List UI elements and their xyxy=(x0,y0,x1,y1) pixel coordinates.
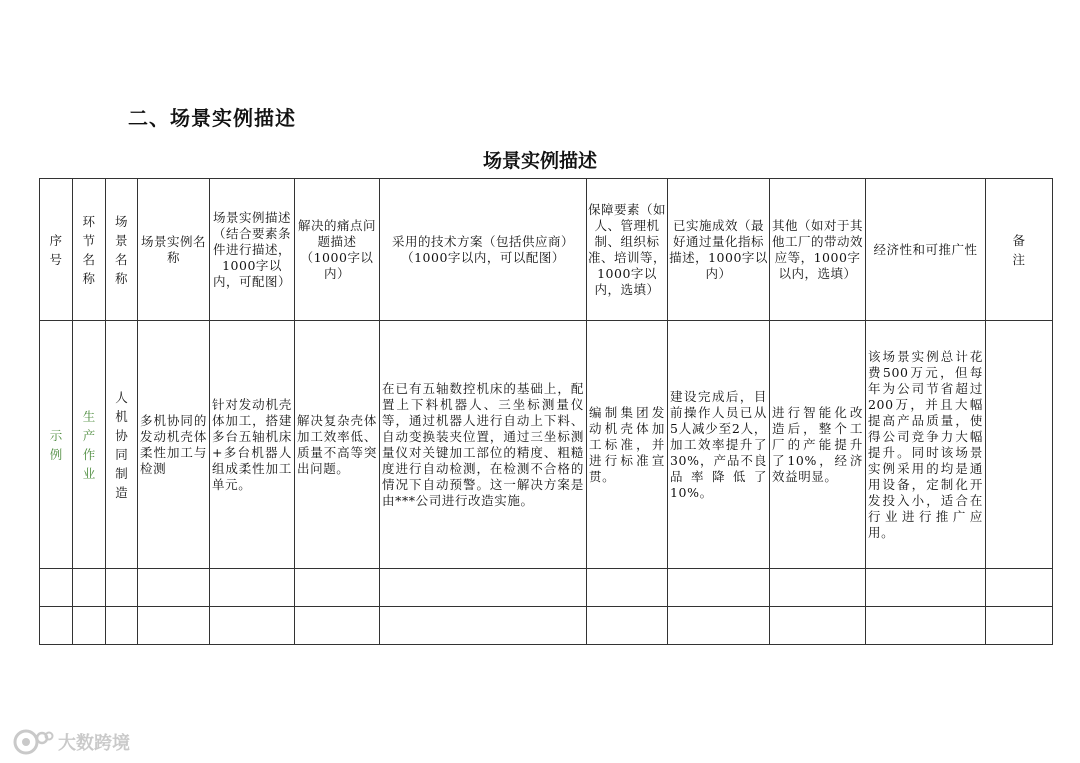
header-instance-name: 场景实例名称 xyxy=(138,179,210,321)
header-stage: 环节名称 xyxy=(73,179,106,321)
watermark xyxy=(12,728,130,756)
header-pain-point: 解决的痛点问题描述（1000字以内） xyxy=(295,179,380,321)
cell-index: 示例 xyxy=(40,321,73,569)
table-row-empty xyxy=(40,607,1053,645)
cell-scene: 人机协同制造 xyxy=(106,321,138,569)
header-economics: 经济性和可推广性 xyxy=(866,179,986,321)
scenario-table xyxy=(39,178,1053,645)
header-notes: 备注 xyxy=(986,179,1053,321)
header-instance-desc: 场景实例描述（结合要素条件进行描述，1000字以内，可配图） xyxy=(210,179,295,321)
table-title: 场景实例描述 xyxy=(482,150,597,172)
table-row xyxy=(40,321,1053,569)
cell-economics: 该场景实例总计花费500万元，但每年为公司节省超过200万，并且大幅提高产品质量，使得公司竞争力大幅提升。同时该场景实例采用的均是通用设备，定制化开发投入小，适合在行业进行推广应用。 xyxy=(866,321,986,569)
cell-support: 编制集团发动机壳体加工标准，并进行标准宣贯。 xyxy=(587,321,668,569)
cell-pain-point: 解决复杂壳体加工效率低、质量不高等突出问题。 xyxy=(295,321,380,569)
watermark-logo-icon xyxy=(12,728,54,756)
cell-notes xyxy=(986,321,1053,569)
header-tech-solution: 采用的技术方案（包括供应商）（1000字以内，可以配图） xyxy=(380,179,587,321)
cell-stage: 生产作业 xyxy=(73,321,106,569)
header-row xyxy=(40,179,1053,321)
cell-other: 进行智能化改造后，整个工厂的产能提升了10%，经济效益明显。 xyxy=(770,321,866,569)
cell-instance-name: 多机协同的发动机壳体柔性加工与检测 xyxy=(138,321,210,569)
header-other: 其他（如对于其他工厂的带动效应等，1000字以内，选填） xyxy=(770,179,866,321)
cell-tech-solution: 在已有五轴数控机床的基础上，配置上下料机器人、三坐标测量仪等，通过机器人进行自动上下料、自动变换装夹位置，通过三坐标测量仪对关键加工部位的精度、粗糙度进行自动检测，在检测不合格的情况下自动预警。这一解决方案是由***公司进行改造实施。 xyxy=(380,321,587,569)
header-support: 保障要素（如人、管理机制、组织标准、培训等，1000字以内，选填） xyxy=(587,179,668,321)
header-scene: 场景名称 xyxy=(106,179,138,321)
watermark-text: 大数跨境 xyxy=(58,733,130,754)
header-results: 已实施成效（最好通过量化指标描述，1000字以内） xyxy=(668,179,770,321)
section-heading: 二、场景实例描述 xyxy=(128,106,296,130)
header-index: 序号 xyxy=(40,179,73,321)
cell-results: 建设完成后，目前操作人员已从5人减少至2人，加工效率提升了30%，产品不良品率降低了10%。 xyxy=(668,321,770,569)
cell-instance-desc: 针对发动机壳体加工，搭建多台五轴机床+多台机器人组成柔性加工单元。 xyxy=(210,321,295,569)
table-row-empty xyxy=(40,569,1053,607)
